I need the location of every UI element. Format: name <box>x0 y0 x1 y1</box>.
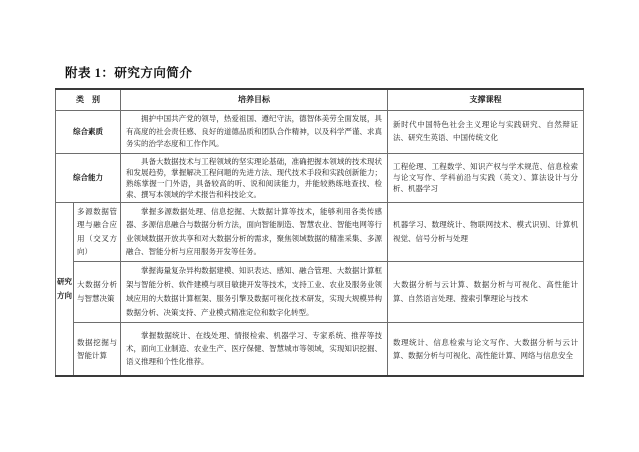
objective-cell <box>121 322 388 376</box>
table-row <box>56 111 584 154</box>
direction-cell: 多源数据管理与融合应用（交叉方向） <box>74 202 121 261</box>
page-title: 附表 1：研究方向简介 <box>65 66 193 80</box>
table-row <box>56 153 584 202</box>
category-cell: 综合素质 <box>56 111 121 154</box>
col-header-category: 类 别 <box>56 89 121 111</box>
courses-cell: 机器学习、数理统计、物联网技术、模式识别、计算机视觉、信号分析与处理 <box>388 202 584 261</box>
courses-cell: 大数据分析与云计算、数据分析与可视化、高性能计算、自然语言处理、搜索引擎理论与技术 <box>388 261 584 322</box>
direction-cell: 数据挖掘与智能计算 <box>74 322 121 376</box>
table-row <box>56 322 584 376</box>
objective-text: 掌握数据统计、在线处理、情报检索、机器学习、专家系统、推荐等技术，面向工业制造、农业生产、医疗保健、智慧城市等领域，实现知识挖掘、语义推理和个性化推荐。 <box>126 331 382 367</box>
research-direction-group-label: 研究方向 <box>56 202 74 376</box>
objective-text: 掌握海量复杂异构数据建模、知识表达、感知、融合管理、大数据计算框架与智能分析、软件建模与项目敏捷开发等技术，支持工业、农业及服务业领域应用的大数据计算框架、服务引擎及数据可视化技术研发，实现大规模异构数据分析、决策支持、产业模式精准定位和数字化转型。 <box>126 265 382 317</box>
col-header-objective: 培养目标 <box>121 89 388 111</box>
objective-cell <box>121 111 388 154</box>
table-row <box>56 202 584 261</box>
research-directions-table <box>55 88 584 377</box>
category-cell: 综合能力 <box>56 153 121 202</box>
table-header-row <box>56 89 584 111</box>
objective-cell <box>121 153 388 202</box>
courses-cell: 新时代中国特色社会主义理论与实践研究、自然辩证法、研究生英语、中国传统文化 <box>388 111 584 154</box>
table-row <box>56 261 584 322</box>
col-header-courses: 支撑课程 <box>388 89 584 111</box>
direction-cell: 大数据分析与智慧决策 <box>74 261 121 322</box>
courses-cell: 工程伦理、工程数学、知识产权与学术规范、信息检索与论文写作、学科前沿与实践（英文）、算法设计与分析、机器学习 <box>388 153 584 202</box>
objective-cell <box>121 202 388 261</box>
objective-cell <box>121 261 388 322</box>
courses-cell: 数理统计、信息检索与论文写作、大数据分析与云计算、数据分析与可视化、高性能计算、网络与信息安全 <box>388 322 584 376</box>
objective-text: 掌握多源数据处理、信息挖掘、大数据计算等技术，能够利用各类传感器、多源信息融合与数据分析方法，面向智能制造、智慧农业、智能电网等行业领域数据开放共享和对大数据分析的需求，聚焦领域数据的精准采集、多源融合、智能分析与应用服务开发等任务。 <box>126 206 382 256</box>
objective-text: 具备大数据技术与工程领域的坚实理论基础，准确把握本领域的技术现状和发展趋势，掌握解决工程问题的先进方法、现代技术手段和实践创新能力；熟练掌握一门外语，具备较高的听、说和阅读能力，并能较熟练地查找、检索、撰写本领域的学术报告和科技论文。 <box>126 156 382 199</box>
objective-text: 拥护中国共产党的领导，热爱祖国、遵纪守法，德智体美劳全面发展，具有高度的社会责任感、良好的道德品质和团队合作精神，以及科学严谨、求真务实的治学态度和工作作风。 <box>126 114 382 148</box>
